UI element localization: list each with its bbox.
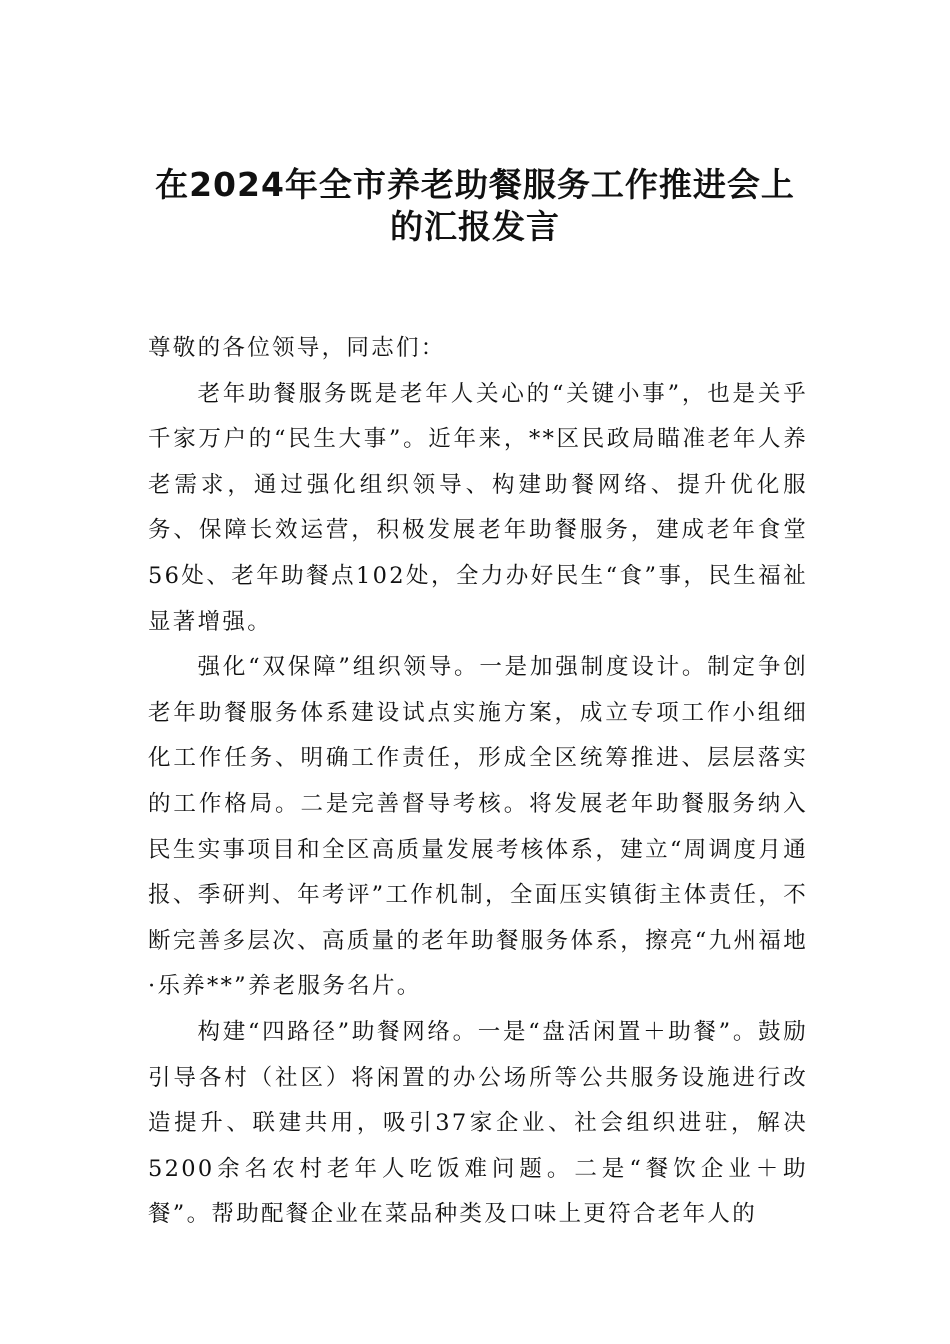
document-body	[148, 326, 808, 1238]
paragraph-intro: 老年助餐服务既是老年人关心的“关键小事”，也是关乎千家万户的“民生大事”。近年来，**区民政局瞄准老年人养老需求，通过强化组织领导、构建助餐网络、提升优化服务、保障长效运营，积极发展老年助餐服务，建成老年食堂56处、老年助餐点102处，全力办好民生“食”事，民生福祉显著增强。	[148, 380, 808, 635]
paragraph-organization: 强化“双保障”组织领导。一是加强制度设计。制定争创老年助餐服务体系建设试点实施方案，成立专项工作小组细化工作任务、明确工作责任，形成全区统筹推进、层层落实的工作格局。二是完善督导考核。将发展老年助餐服务纳入民生实事项目和全区高质量发展考核体系，建立“周调度月通报、季研判、年考评”工作机制，全面压实镇街主体责任，不断完善多层次、高质量的老年助餐服务体系，擦亮“九州福地·乐养**”养老服务名片。	[148, 654, 808, 1000]
salutation: 尊敬的各位领导，同志们：	[148, 335, 446, 361]
paragraph-network: 构建“四路径”助餐网络。一是“盘活闲置＋助餐”。鼓励引导各村（社区）将闲置的办公场所等公共服务设施进行改造提升、联建共用，吸引37家企业、社会组织进驻，解决5200余名农村老年人吃饭难问题。二是“餐饮企业＋助餐”。帮助配餐企业在菜品种类及口味上更符合老年人的	[148, 1018, 808, 1228]
document-title-line-1: 在2024年全市养老助餐服务工作推进会上	[155, 165, 795, 204]
document-title-line-2: 的汇报发言	[390, 207, 560, 246]
